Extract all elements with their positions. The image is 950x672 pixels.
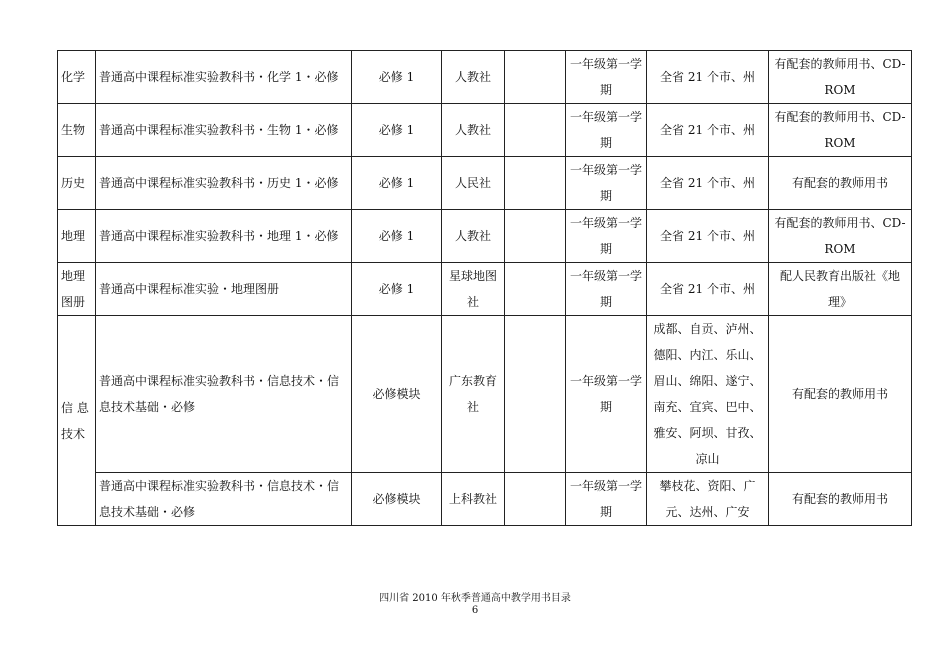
title-cell: 普通高中课程标准实验教科书・化学 1・必修 <box>96 51 352 104</box>
publisher-cell: 广东教育社 <box>442 316 505 473</box>
region-cell: 攀枝花、资阳、广元、达州、广安 <box>647 473 769 526</box>
table-row <box>58 157 912 210</box>
type-cell: 必修 1 <box>352 51 442 104</box>
type-cell: 必修 1 <box>352 157 442 210</box>
term-cell: 一年级第一学期 <box>566 263 647 316</box>
region-cell: 成都、自贡、泸州、德阳、内江、乐山、眉山、绵阳、遂宁、南充、宜宾、巴中、雅安、阿坝、甘孜、凉山 <box>647 316 769 473</box>
type-cell: 必修 1 <box>352 104 442 157</box>
subject-cell: 信 息技术 <box>58 316 96 526</box>
region-cell: 全省 21 个市、州 <box>647 51 769 104</box>
table-row <box>58 104 912 157</box>
region-cell: 全省 21 个市、州 <box>647 157 769 210</box>
publisher-cell: 人教社 <box>442 104 505 157</box>
title-cell: 普通高中课程标准实验教科书・信息技术・信息技术基础・必修 <box>96 316 352 473</box>
type-cell: 必修 1 <box>352 210 442 263</box>
notes-cell: 有配套的教师用书 <box>769 316 912 473</box>
type-cell: 必修 1 <box>352 263 442 316</box>
term-cell: 一年级第一学期 <box>566 157 647 210</box>
table-row <box>58 210 912 263</box>
term-cell: 一年级第一学期 <box>566 316 647 473</box>
term-cell: 一年级第一学期 <box>566 104 647 157</box>
title-cell: 普通高中课程标准实验教科书・历史 1・必修 <box>96 157 352 210</box>
notes-cell: 有配套的教师用书、CD-ROM <box>769 51 912 104</box>
extra-cell <box>505 263 566 316</box>
term-cell: 一年级第一学期 <box>566 473 647 526</box>
table-row <box>58 316 912 473</box>
subject-cell: 历史 <box>58 157 96 210</box>
table-row <box>58 263 912 316</box>
page-number: 6 <box>471 605 479 616</box>
notes-cell: 有配套的教师用书、CD-ROM <box>769 210 912 263</box>
region-cell: 全省 21 个市、州 <box>647 210 769 263</box>
footer-title: 四川省 2010 年秋季普通高中教学用书目录 <box>379 593 571 604</box>
notes-cell: 有配套的教师用书、CD-ROM <box>769 104 912 157</box>
extra-cell <box>505 157 566 210</box>
publisher-cell: 人教社 <box>442 210 505 263</box>
publisher-cell: 星球地图社 <box>442 263 505 316</box>
notes-cell: 有配套的教师用书 <box>769 473 912 526</box>
extra-cell <box>505 316 566 473</box>
title-cell: 普通高中课程标准实验教科书・生物 1・必修 <box>96 104 352 157</box>
table-row <box>58 473 912 526</box>
extra-cell <box>505 51 566 104</box>
extra-cell <box>505 473 566 526</box>
subject-cell: 化学 <box>58 51 96 104</box>
type-cell: 必修模块 <box>352 473 442 526</box>
region-cell: 全省 21 个市、州 <box>647 263 769 316</box>
type-cell: 必修模块 <box>352 316 442 473</box>
subject-cell: 地理图册 <box>58 263 96 316</box>
publisher-cell: 人教社 <box>442 51 505 104</box>
term-cell: 一年级第一学期 <box>566 51 647 104</box>
publisher-cell: 上科教社 <box>442 473 505 526</box>
subject-cell: 地理 <box>58 210 96 263</box>
title-cell: 普通高中课程标准实验・地理图册 <box>96 263 352 316</box>
extra-cell <box>505 210 566 263</box>
textbook-table <box>57 50 912 526</box>
title-cell: 普通高中课程标准实验教科书・地理 1・必修 <box>96 210 352 263</box>
notes-cell: 配人民教育出版社《地理》 <box>769 263 912 316</box>
table-row <box>58 51 912 104</box>
title-cell: 普通高中课程标准实验教科书・信息技术・信息技术基础・必修 <box>96 473 352 526</box>
term-cell: 一年级第一学期 <box>566 210 647 263</box>
publisher-cell: 人民社 <box>442 157 505 210</box>
notes-cell: 有配套的教师用书 <box>769 157 912 210</box>
extra-cell <box>505 104 566 157</box>
region-cell: 全省 21 个市、州 <box>647 104 769 157</box>
subject-cell: 生物 <box>58 104 96 157</box>
